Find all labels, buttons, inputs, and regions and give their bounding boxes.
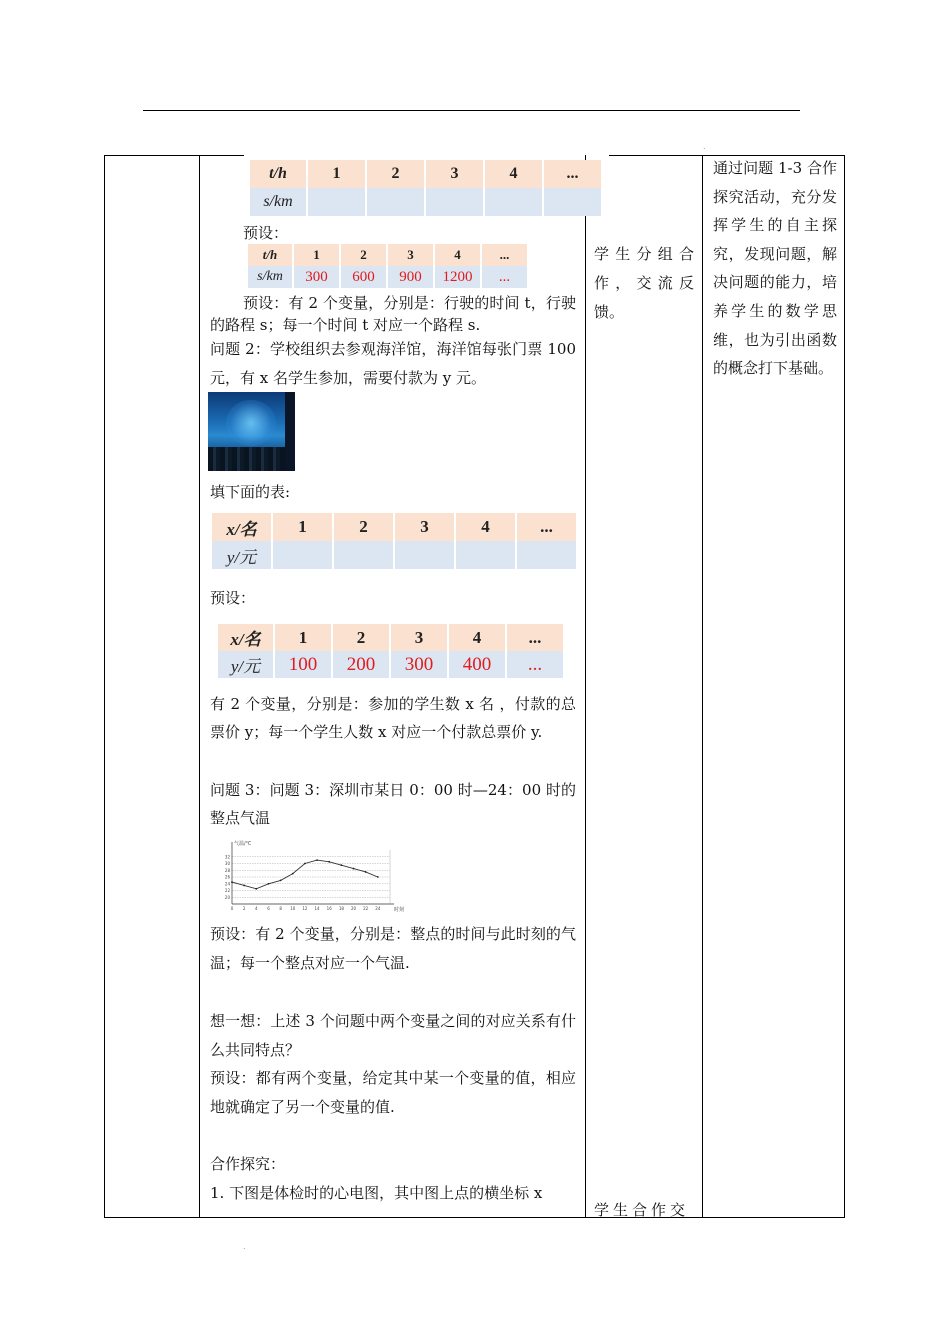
y-axis-label: 气温/℃ <box>234 841 252 847</box>
value-cell: ... <box>482 266 527 288</box>
time-distance-answer-table <box>246 244 529 288</box>
y-tick-label: 22 <box>224 888 230 893</box>
fill-table-instruction: 填下面的表: <box>210 483 291 501</box>
row-label-cell: s/km <box>248 266 292 288</box>
blank-cell[interactable] <box>367 188 424 216</box>
chart-grid <box>232 857 390 898</box>
header-cell: 3 <box>391 624 447 651</box>
time-distance-table <box>248 160 603 216</box>
cooperative-inquiry-heading: 合作探究： <box>210 1155 286 1173</box>
dot-mark: . <box>703 142 706 151</box>
data-point <box>304 863 306 865</box>
data-point <box>316 859 318 861</box>
table-border-top <box>104 155 244 156</box>
header-cell: 4 <box>456 513 515 541</box>
blank-cell[interactable] <box>456 541 515 569</box>
header-rule <box>143 110 800 111</box>
header-cell: t/h <box>248 244 292 266</box>
table-border-right <box>844 155 845 1218</box>
x-tick-label: 8 <box>279 906 282 911</box>
y-tick-label: 32 <box>224 854 230 860</box>
header-cell: ... <box>507 624 563 651</box>
data-point <box>268 883 270 885</box>
header-cell: 1 <box>308 160 365 188</box>
blank-cell[interactable] <box>426 188 483 216</box>
value-cell: 300 <box>294 266 339 288</box>
x-tick-label: 16 <box>326 906 332 911</box>
table-border-left <box>104 155 105 1218</box>
y-tick-label: 20 <box>224 894 230 900</box>
header-cell: 2 <box>341 244 386 266</box>
data-point <box>243 885 245 887</box>
blank-cell[interactable] <box>273 541 332 569</box>
value-cell: 1200 <box>435 266 480 288</box>
cooperative-question-1: 1. 下图是体检时的心电图，其中图上点的横坐标 x <box>210 1184 543 1202</box>
header-cell: ... <box>544 160 601 188</box>
row-label-cell: s/km <box>250 188 306 216</box>
header-cell: x/名 <box>212 513 271 541</box>
y-tick-label: 30 <box>224 861 230 866</box>
data-point <box>292 873 294 875</box>
x-tick-label: 14 <box>314 906 320 911</box>
header-cell: 4 <box>485 160 542 188</box>
row-label-cell: y/元 <box>218 651 273 678</box>
data-point <box>353 868 355 870</box>
design-intent-text: 通过问题 1-3 合作探究活动，充分发挥学生的自主探究，发现问题，解决问题的能力，培养学生的数学思维，也为引出函数的概念打下基础。 <box>713 159 837 378</box>
header-cell: 1 <box>294 244 339 266</box>
value-cell: 600 <box>341 266 386 288</box>
students-payment-answer-table <box>216 624 565 678</box>
header-cell: 3 <box>395 513 454 541</box>
temperature-line-chart <box>222 838 412 916</box>
column-divider <box>199 155 200 1218</box>
blank-cell[interactable] <box>334 541 393 569</box>
header-cell: 4 <box>449 624 505 651</box>
think-question: 想一想：上述 3 个问题中两个变量之间的对应关系有什么共同特点？ <box>210 1012 576 1059</box>
x-tick-label: 0 <box>230 906 234 911</box>
data-point <box>231 881 233 883</box>
temperature-series-line <box>232 860 378 889</box>
y-tick-label: 26 <box>224 874 230 880</box>
question-2: 问题 2：学校组织去参观海洋馆，海洋馆每张门票 100 元，有 x 名学生参加，需要付款为 y 元。 <box>210 340 576 387</box>
blank-cell[interactable] <box>308 188 365 216</box>
blank-cell[interactable] <box>544 188 601 216</box>
header-cell: 1 <box>275 624 331 651</box>
value-cell: ... <box>507 651 563 678</box>
x-tick-label: 4 <box>255 906 258 911</box>
data-point <box>377 876 379 878</box>
x-tick-label: 18 <box>338 906 344 911</box>
preset-label: 预设： <box>210 589 256 607</box>
value-cell: 400 <box>449 651 505 678</box>
header-cell: 4 <box>435 244 480 266</box>
x-axis-label: 时刻 <box>394 907 405 913</box>
header-cell: ... <box>517 513 576 541</box>
preset-description: 预设：有 2 个变量，分别是：行驶的时间 t，行驶的路程 s；每一个时间 t 对应一个路程 s. <box>210 294 576 334</box>
student-activity-text: 学生分组合作，交流反馈。 <box>594 245 694 321</box>
dot-mark: . <box>243 1242 246 1251</box>
header-cell: ... <box>482 244 527 266</box>
header-cell: 3 <box>388 244 433 266</box>
column-divider <box>585 155 586 1218</box>
data-point <box>340 864 342 866</box>
x-tick-label: 6 <box>267 906 270 911</box>
aquarium-photo <box>208 392 295 471</box>
temperature-series-points <box>231 859 379 889</box>
header-cell: 2 <box>334 513 393 541</box>
blank-cell[interactable] <box>395 541 454 569</box>
value-cell: 200 <box>333 651 389 678</box>
x-tick-label: 22 <box>363 906 369 911</box>
question-3: 问题 3：问题 3：深圳市某日 0：00 时—24：00 时的整点气温 <box>210 781 576 827</box>
variables-description: 有 2 个变量，分别是：参加的学生数 x 名 ，付款的总票价 y；每一个学生人数 x 对应一个付款总票价 y. <box>210 695 576 741</box>
data-point <box>255 888 257 890</box>
data-point <box>328 861 330 863</box>
data-point <box>280 879 282 881</box>
blank-cell[interactable] <box>517 541 576 569</box>
y-tick-label: 24 <box>224 881 230 887</box>
students-payment-table <box>210 513 578 569</box>
x-tick-label: 20 <box>350 906 357 911</box>
header-cell: 1 <box>273 513 332 541</box>
data-point <box>365 871 367 873</box>
chart-ticks <box>225 854 381 911</box>
header-cell: 2 <box>367 160 424 188</box>
preset-3: 预设：有 2 个变量，分别是：整点的时间与此时刻的气温；每一个整点对应一个气温. <box>210 925 576 972</box>
x-tick-label: 2 <box>242 906 246 911</box>
header-cell: 3 <box>426 160 483 188</box>
header-cell: 2 <box>333 624 389 651</box>
preset-label: 预设： <box>243 224 289 242</box>
blank-cell[interactable] <box>485 188 542 216</box>
x-tick-label: 10 <box>290 906 296 911</box>
value-cell: 900 <box>388 266 433 288</box>
y-tick-label: 28 <box>224 867 230 873</box>
value-cell: 100 <box>275 651 331 678</box>
x-tick-label: 12 <box>302 906 308 911</box>
table-border-bottom <box>104 1217 845 1218</box>
column-divider <box>702 155 703 1218</box>
value-cell: 300 <box>391 651 447 678</box>
header-cell: t/h <box>250 160 306 188</box>
chart-axes <box>232 842 394 904</box>
student-activity-text: 学生合作交 <box>594 1201 690 1219</box>
header-cell: x/名 <box>218 624 273 651</box>
preset-4: 预设：都有两个变量，给定其中某一个变量的值，相应地就确定了另一个变量的值. <box>210 1069 576 1116</box>
row-label-cell: y/元 <box>212 541 271 569</box>
x-tick-label: 24 <box>375 906 381 911</box>
